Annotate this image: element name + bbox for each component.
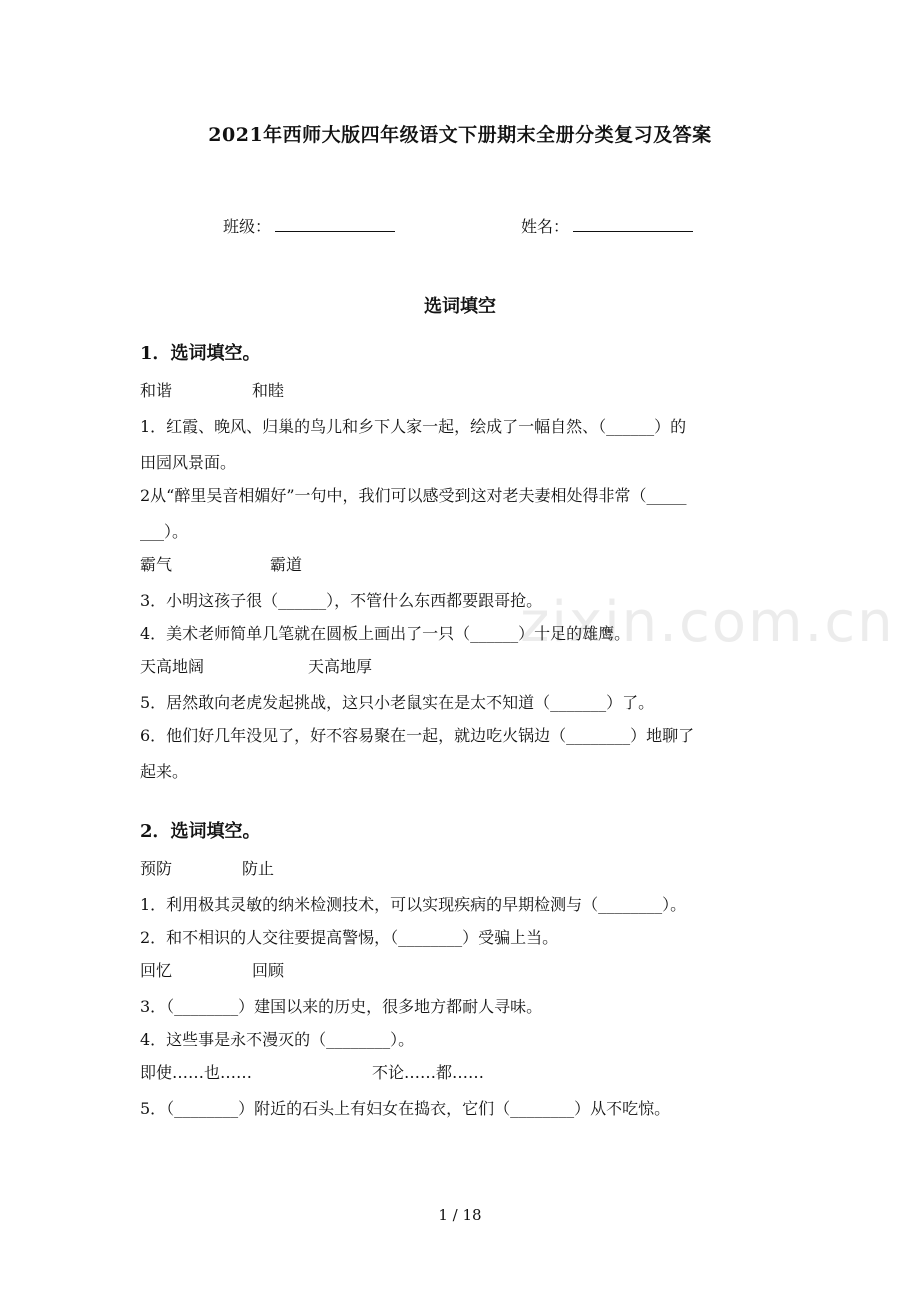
word-option: 预防	[140, 859, 173, 878]
spacer	[140, 792, 780, 818]
word-group	[140, 654, 780, 680]
question-item	[140, 718, 780, 790]
name-label: 姓名：	[521, 217, 570, 236]
question-item	[140, 409, 780, 481]
word-option: 即使……也……	[140, 1063, 253, 1082]
word-option: 和谐	[140, 381, 173, 400]
word-group	[140, 552, 780, 578]
word-option: 防止	[242, 859, 275, 878]
word-option: 和睦	[252, 381, 285, 400]
word-group	[140, 1060, 780, 1086]
question-item: 3．小明这孩子很（______），不管什么东西都要跟哥抢。	[140, 591, 543, 610]
question-item	[140, 478, 780, 550]
class-field	[223, 214, 395, 237]
watermark: zixin.com.cn	[520, 590, 895, 655]
word-group	[140, 958, 780, 984]
name-blank-line	[573, 217, 693, 232]
question-item: 1．利用极其灵敏的纳米检测技术，可以实现疾病的早期检测与（________）。	[140, 895, 687, 914]
item-line: 2从“醉里吴音相媚好”一句中，我们可以感受到这对老夫妻相处得非常（_____	[140, 486, 687, 505]
question-item: 4．美术老师简单几笔就在圆板上画出了一只（______）十足的雄鹰。	[140, 624, 631, 643]
item-line: 1．红霞、晚风、归巢的鸟儿和乡下人家一起，绘成了一幅自然、（______）的	[140, 417, 687, 436]
item-line: 6．他们好几年没见了，好不容易聚在一起，就边吃火锅边（________）地聊了	[140, 726, 695, 745]
question-item: 2．和不相识的人交往要提高警惕，（________）受骗上当。	[140, 928, 559, 947]
word-option: 霸道	[270, 555, 303, 574]
item-line: 起来。	[140, 762, 189, 781]
page-number: 1 / 18	[438, 1206, 482, 1224]
question-item: 5．居然敢向老虎发起挑战，这只小老鼠实在是太不知道（_______）了。	[140, 693, 655, 712]
word-option: 天高地厚	[308, 657, 373, 676]
section-title: 选词填空	[424, 296, 496, 317]
name-field	[521, 214, 693, 237]
word-option: 回忆	[140, 961, 173, 980]
item-line: ___）。	[140, 522, 189, 541]
word-group	[140, 378, 780, 404]
word-option: 不论……都……	[372, 1063, 485, 1082]
item-line: 田园风景面。	[140, 453, 237, 472]
word-group	[140, 856, 780, 882]
question2-heading: 2．选词填空。	[140, 821, 261, 842]
question1-heading: 1．选词填空。	[140, 343, 261, 364]
question-item: 4．这些事是永不漫灭的（________）。	[140, 1030, 415, 1049]
question-item: 5．（________）附近的石头上有妇女在捣衣，它们（________）从不吃惊。	[140, 1099, 671, 1118]
word-option: 回顾	[252, 961, 285, 980]
class-blank-line	[275, 217, 395, 232]
question-item: 3．（________）建国以来的历史，很多地方都耐人寻味。	[140, 997, 543, 1016]
class-label: 班级：	[223, 217, 272, 236]
word-option: 霸气	[140, 555, 173, 574]
word-option: 天高地阔	[140, 657, 205, 676]
questions-content	[140, 340, 780, 1129]
document-title: 2021年西师大版四年级语文下册期末全册分类复习及答案	[208, 124, 712, 146]
